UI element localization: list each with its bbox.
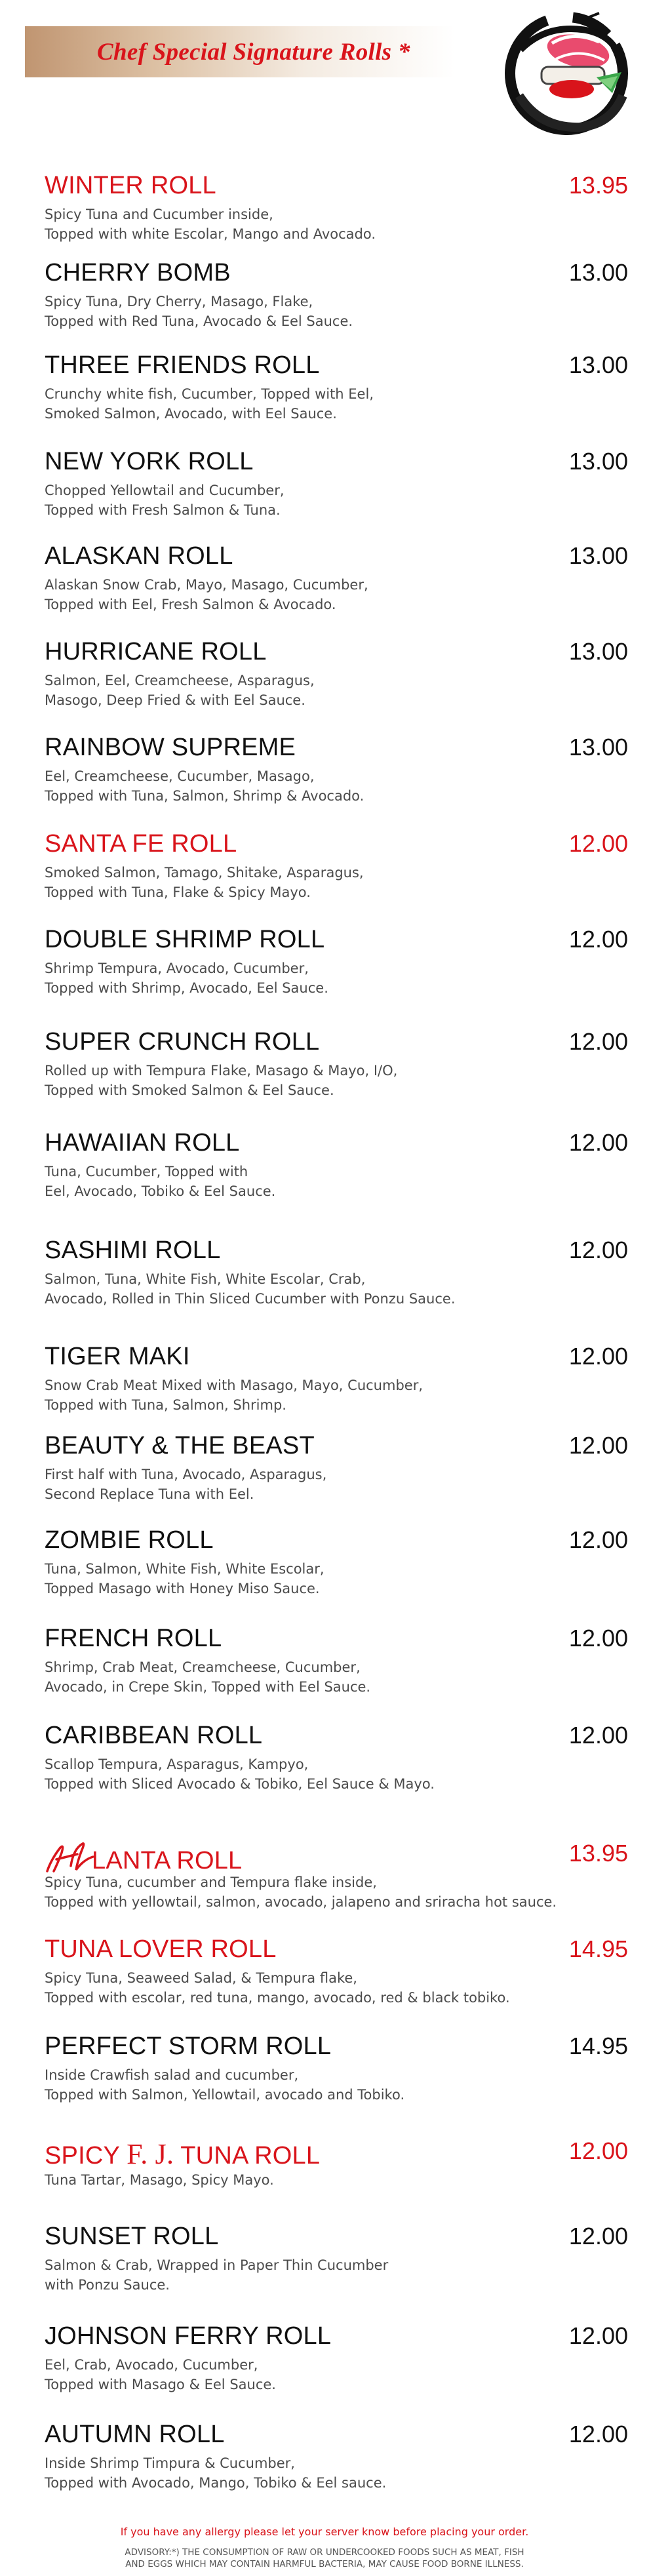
item-description: Shrimp Tempura, Avocado, Cucumber, bbox=[45, 961, 309, 976]
item-name: SASHIMI ROLL bbox=[45, 1237, 221, 1264]
item-name: RAINBOW SUPREME bbox=[45, 734, 296, 761]
item-price: 13.95 bbox=[568, 172, 628, 199]
menu-item bbox=[45, 259, 628, 331]
item-price: 12.00 bbox=[568, 1237, 628, 1263]
item-name bbox=[45, 2137, 320, 2171]
item-name: TUNA LOVER ROLL bbox=[45, 1935, 277, 1963]
menu-item bbox=[45, 1935, 628, 2008]
item-name: HAWAIIAN ROLL bbox=[45, 1129, 240, 1157]
item-price: 12.00 bbox=[568, 926, 628, 953]
item-name: ZOMBIE ROLL bbox=[45, 1526, 214, 1554]
item-description: Tuna, Cucumber, Topped with bbox=[45, 1164, 248, 1179]
item-price: 12.00 bbox=[568, 1432, 628, 1459]
item-description: Topped with Smoked Salmon & Eel Sauce. bbox=[45, 1082, 334, 1098]
menu-item bbox=[45, 172, 628, 244]
item-description: Inside Shrimp Timpura & Cucumber, bbox=[45, 2455, 295, 2471]
item-price: 12.00 bbox=[568, 2137, 628, 2164]
menu-item bbox=[45, 2421, 628, 2493]
item-name: FRENCH ROLL bbox=[45, 1625, 222, 1652]
item-description: Shrimp, Crab Meat, Creamcheese, Cucumber, bbox=[45, 1659, 361, 1675]
item-price: 12.00 bbox=[568, 2421, 628, 2447]
item-description: Rolled up with Tempura Flake, Masago & Mayo, I/O, bbox=[45, 1063, 398, 1079]
menu-item bbox=[45, 2223, 628, 2295]
item-price: 13.00 bbox=[568, 259, 628, 286]
item-name: TIGER MAKI bbox=[45, 1343, 190, 1370]
item-description: Topped with Tuna, Salmon, Shrimp & Avocado. bbox=[45, 788, 364, 804]
item-name: PERFECT STORM ROLL bbox=[45, 2032, 332, 2060]
menu-item bbox=[45, 1237, 628, 1309]
item-price: 13.00 bbox=[568, 351, 628, 378]
item-description: Scallop Tempura, Asparagus, Kampyo, bbox=[45, 1756, 309, 1772]
item-description: Topped with Eel, Fresh Salmon & Avocado. bbox=[45, 597, 336, 612]
item-description: Avocado, Rolled in Thin Sliced Cucumber with Ponzu Sauce. bbox=[45, 1291, 456, 1307]
item-name: HURRICANE ROLL bbox=[45, 638, 267, 665]
menu-item bbox=[45, 2137, 628, 2190]
item-name: SUPER CRUNCH ROLL bbox=[45, 1028, 320, 1056]
item-name bbox=[45, 1840, 242, 1875]
item-price: 13.00 bbox=[568, 734, 628, 761]
item-description: Salmon, Tuna, White Fish, White Escolar, Crab, bbox=[45, 1271, 366, 1287]
item-price: 13.00 bbox=[568, 638, 628, 665]
menu-item bbox=[45, 2032, 628, 2105]
item-description: Eel, Crab, Avocado, Cucumber, bbox=[45, 2357, 258, 2373]
item-price: 13.95 bbox=[568, 1840, 628, 1867]
allergy-notice: If you have any allergy please let your server know before placing your order. bbox=[120, 2526, 529, 2538]
menu-item bbox=[45, 1840, 628, 1912]
item-description: Avocado, in Crepe Skin, Topped with Eel Sauce. bbox=[45, 1679, 371, 1695]
item-description: Spicy Tuna, Dry Cherry, Masago, Flake, bbox=[45, 294, 313, 309]
item-description: Topped with Avocado, Mango, Tobiko & Eel sauce. bbox=[45, 2475, 387, 2491]
item-description: with Ponzu Sauce. bbox=[45, 2277, 170, 2293]
item-name: THREE FRIENDS ROLL bbox=[45, 351, 320, 379]
item-name: BEAUTY & THE BEAST bbox=[45, 1432, 315, 1459]
item-name: ALASKAN ROLL bbox=[45, 542, 233, 570]
menu-item bbox=[45, 1343, 628, 1415]
script-flourish-icon bbox=[45, 1840, 94, 1875]
menu-item bbox=[45, 1432, 628, 1504]
item-description: Snow Crab Meat Mixed with Masago, Mayo, Cucumber, bbox=[45, 1377, 423, 1393]
menu-item bbox=[45, 1028, 628, 1100]
item-price: 12.00 bbox=[568, 1129, 628, 1156]
item-description: Tuna, Salmon, White Fish, White Escolar, bbox=[45, 1561, 324, 1577]
menu-item bbox=[45, 1129, 628, 1201]
item-price: 12.00 bbox=[568, 1526, 628, 1553]
item-name: WINTER ROLL bbox=[45, 172, 216, 199]
item-description: Masogo, Deep Fried & with Eel Sauce. bbox=[45, 692, 305, 708]
item-name: JOHNSON FERRY ROLL bbox=[45, 2322, 332, 2350]
item-name: AUTUMN ROLL bbox=[45, 2421, 225, 2448]
item-description: Topped with Salmon, Yellowtail, avocado and Tobiko. bbox=[45, 2087, 405, 2103]
item-description: Topped with Tuna, Flake & Spicy Mayo. bbox=[45, 884, 311, 900]
header-banner bbox=[25, 26, 455, 77]
item-description: Tuna Tartar, Masago, Spicy Mayo. bbox=[45, 2172, 274, 2188]
item-description: Spicy Tuna, Seaweed Salad, & Tempura flake, bbox=[45, 1970, 357, 1986]
menu-item bbox=[45, 926, 628, 998]
item-price: 12.00 bbox=[568, 1028, 628, 1055]
item-name-text: LANTA ROLL bbox=[92, 1847, 243, 1874]
menu-item bbox=[45, 1722, 628, 1794]
menu-item bbox=[45, 734, 628, 806]
page-title: Chef Special Signature Rolls * bbox=[97, 38, 410, 66]
menu-item bbox=[45, 2322, 628, 2394]
item-price: 12.00 bbox=[568, 2322, 628, 2349]
item-name-part: F. J. bbox=[127, 2138, 174, 2170]
menu-item bbox=[45, 638, 628, 710]
advisory-line: AND EGGS WHICH MAY CONTAIN HARMFUL BACTERIA, MAY CAUSE FOOD BORNE ILLNESS. bbox=[125, 2559, 524, 2569]
item-description: Topped with Red Tuna, Avocado & Eel Sauce. bbox=[45, 313, 353, 329]
item-price: 12.00 bbox=[568, 1343, 628, 1370]
menu-item bbox=[45, 1526, 628, 1598]
item-description: Topped with Masago & Eel Sauce. bbox=[45, 2377, 276, 2392]
item-description: First half with Tuna, Avocado, Asparagus, bbox=[45, 1467, 327, 1482]
item-name: SANTA FE ROLL bbox=[45, 830, 237, 858]
menu-item bbox=[45, 830, 628, 902]
menu-item bbox=[45, 1625, 628, 1697]
menu-item bbox=[45, 448, 628, 520]
item-description: Spicy Tuna and Cucumber inside, bbox=[45, 207, 273, 222]
item-description: Inside Crawfish salad and cucumber, bbox=[45, 2067, 299, 2083]
item-description: Topped with Tuna, Salmon, Shrimp. bbox=[45, 1397, 286, 1413]
item-name-part: SPICY bbox=[45, 2142, 127, 2170]
advisory-line: ADVISORY:*) THE CONSUMPTION OF RAW OR UNDERCOOKED FOODS SUCH AS MEAT, FISH bbox=[125, 2547, 524, 2558]
item-name: SUNSET ROLL bbox=[45, 2223, 219, 2250]
item-price: 12.00 bbox=[568, 1625, 628, 1652]
item-description: Topped with Fresh Salmon & Tuna. bbox=[45, 502, 281, 518]
item-description: Topped with Shrimp, Avocado, Eel Sauce. bbox=[45, 980, 328, 996]
item-name: DOUBLE SHRIMP ROLL bbox=[45, 926, 325, 953]
item-price: 12.00 bbox=[568, 830, 628, 857]
item-price: 14.95 bbox=[568, 2032, 628, 2059]
menu-item bbox=[45, 542, 628, 614]
item-description: Spicy Tuna, cucumber and Tempura flake inside, bbox=[45, 1874, 377, 1890]
item-description: Smoked Salmon, Tamago, Shitake, Asparagus, bbox=[45, 865, 364, 881]
item-price: 14.95 bbox=[568, 1935, 628, 1962]
item-description: Topped Masago with Honey Miso Sauce. bbox=[45, 1581, 320, 1596]
item-description: Salmon & Crab, Wrapped in Paper Thin Cucumber bbox=[45, 2257, 389, 2273]
sushi-logo-icon bbox=[501, 4, 632, 135]
item-description: Topped with Sliced Avocado & Tobiko, Eel Sauce & Mayo. bbox=[45, 1776, 435, 1792]
item-description: Crunchy white fish, Cucumber, Topped with Eel, bbox=[45, 386, 374, 402]
item-name-part: TUNA ROLL bbox=[174, 2142, 321, 2170]
item-price: 13.00 bbox=[568, 448, 628, 475]
item-description: Topped with escolar, red tuna, mango, avocado, red & black tobiko. bbox=[45, 1990, 510, 2006]
item-name: CARIBBEAN ROLL bbox=[45, 1722, 263, 1749]
item-description: Topped with white Escolar, Mango and Avocado. bbox=[45, 226, 376, 242]
item-price: 12.00 bbox=[568, 1722, 628, 1749]
item-name: NEW YORK ROLL bbox=[45, 448, 254, 475]
item-description: Alaskan Snow Crab, Mayo, Masago, Cucumber, bbox=[45, 577, 368, 593]
item-description: Second Replace Tuna with Eel. bbox=[45, 1486, 254, 1502]
item-price: 13.00 bbox=[568, 542, 628, 569]
item-description: Chopped Yellowtail and Cucumber, bbox=[45, 483, 285, 498]
menu-item bbox=[45, 351, 628, 424]
item-name: CHERRY BOMB bbox=[45, 259, 231, 287]
item-description: Eel, Creamcheese, Cucumber, Masago, bbox=[45, 768, 315, 784]
item-description: Topped with yellowtail, salmon, avocado, jalapeno and sriracha hot sauce. bbox=[45, 1894, 557, 1910]
item-description: Smoked Salmon, Avocado, with Eel Sauce. bbox=[45, 406, 337, 422]
item-description: Eel, Avocado, Tobiko & Eel Sauce. bbox=[45, 1183, 276, 1199]
item-price: 12.00 bbox=[568, 2223, 628, 2249]
item-description: Salmon, Eel, Creamcheese, Asparagus, bbox=[45, 673, 315, 688]
advisory-notice bbox=[0, 2546, 649, 2570]
